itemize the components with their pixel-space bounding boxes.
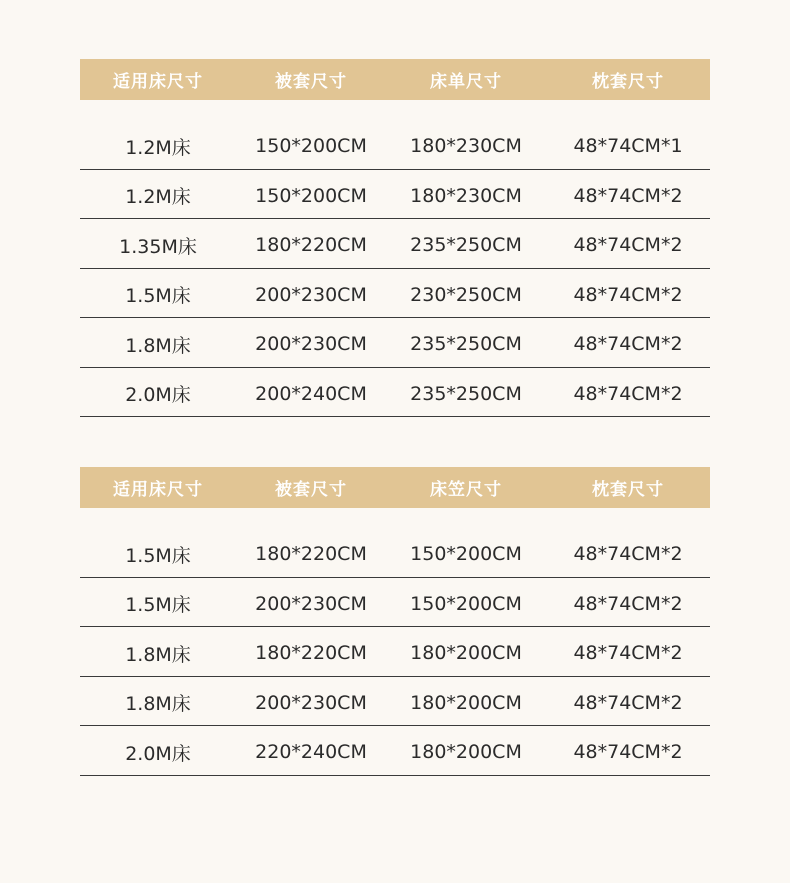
cell-pillowcase-size: 48*74CM*2 xyxy=(573,642,683,665)
cell-bed-size: 1.8M床 xyxy=(125,693,191,716)
cell-fitted-sheet-size: 150*200CM xyxy=(410,543,522,566)
cell-pillowcase-size: 48*74CM*2 xyxy=(573,333,683,356)
table-row xyxy=(80,578,710,628)
size-table-fitted-sheet xyxy=(80,467,710,776)
cell-bed-size: 2.0M床 xyxy=(125,742,191,765)
cell-fitted-sheet-size: 180*200CM xyxy=(410,691,522,714)
cell-bed-size: 2.0M床 xyxy=(125,384,191,407)
cell-duvet-cover-size: 200*230CM xyxy=(255,691,367,714)
table-header xyxy=(80,467,710,508)
cell-duvet-cover-size: 200*240CM xyxy=(255,382,367,405)
cell-pillowcase-size: 48*74CM*2 xyxy=(573,592,683,615)
cell-pillowcase-size: 48*74CM*2 xyxy=(573,382,683,405)
cell-pillowcase-size: 48*74CM*2 xyxy=(573,234,683,257)
table-row xyxy=(80,219,710,269)
size-table-bedsheet xyxy=(80,59,710,417)
table-row xyxy=(80,627,710,677)
cell-duvet-cover-size: 150*200CM xyxy=(255,184,367,207)
cell-bed-sheet-size: 180*230CM xyxy=(410,135,522,158)
table-row xyxy=(80,318,710,368)
cell-pillowcase-size: 48*74CM*2 xyxy=(573,283,683,306)
cell-bed-size: 1.2M床 xyxy=(125,186,191,209)
cell-duvet-cover-size: 200*230CM xyxy=(255,333,367,356)
header-bed-sheet-size: 床单尺寸 xyxy=(430,72,502,92)
cell-pillowcase-size: 48*74CM*1 xyxy=(573,135,683,158)
header-duvet-cover-size: 被套尺寸 xyxy=(275,480,347,500)
header-bed-size: 适用床尺寸 xyxy=(113,480,203,500)
table-row xyxy=(80,170,710,220)
header-pillowcase-size: 枕套尺寸 xyxy=(592,72,664,92)
cell-fitted-sheet-size: 180*200CM xyxy=(410,741,522,764)
cell-bed-size: 1.2M床 xyxy=(125,136,191,159)
cell-bed-size: 1.8M床 xyxy=(125,334,191,357)
table-row xyxy=(80,269,710,319)
header-duvet-cover-size: 被套尺寸 xyxy=(275,72,347,92)
cell-duvet-cover-size: 200*230CM xyxy=(255,283,367,306)
header-fitted-sheet-size: 床笠尺寸 xyxy=(430,480,502,500)
cell-bed-size: 1.5M床 xyxy=(125,544,191,567)
cell-duvet-cover-size: 150*200CM xyxy=(255,135,367,158)
cell-bed-size: 1.5M床 xyxy=(125,594,191,617)
cell-fitted-sheet-size: 180*200CM xyxy=(410,642,522,665)
cell-bed-size: 1.35M床 xyxy=(119,235,197,258)
table-row xyxy=(80,528,710,578)
cell-pillowcase-size: 48*74CM*2 xyxy=(573,543,683,566)
cell-duvet-cover-size: 180*220CM xyxy=(255,543,367,566)
header-pillowcase-size: 枕套尺寸 xyxy=(592,480,664,500)
table-row xyxy=(80,726,710,776)
cell-bed-sheet-size: 235*250CM xyxy=(410,234,522,257)
table-row xyxy=(80,120,710,170)
cell-duvet-cover-size: 180*220CM xyxy=(255,642,367,665)
table-body xyxy=(80,120,710,417)
cell-bed-size: 1.5M床 xyxy=(125,285,191,308)
cell-pillowcase-size: 48*74CM*2 xyxy=(573,691,683,714)
table-row xyxy=(80,677,710,727)
cell-bed-sheet-size: 230*250CM xyxy=(410,283,522,306)
cell-duvet-cover-size: 200*230CM xyxy=(255,592,367,615)
cell-pillowcase-size: 48*74CM*2 xyxy=(573,184,683,207)
cell-pillowcase-size: 48*74CM*2 xyxy=(573,741,683,764)
cell-bed-sheet-size: 235*250CM xyxy=(410,382,522,405)
cell-duvet-cover-size: 180*220CM xyxy=(255,234,367,257)
header-bed-size: 适用床尺寸 xyxy=(113,72,203,92)
table-row xyxy=(80,368,710,418)
table-body xyxy=(80,528,710,776)
cell-fitted-sheet-size: 150*200CM xyxy=(410,592,522,615)
cell-bed-size: 1.8M床 xyxy=(125,643,191,666)
table-header xyxy=(80,59,710,100)
cell-bed-sheet-size: 180*230CM xyxy=(410,184,522,207)
cell-bed-sheet-size: 235*250CM xyxy=(410,333,522,356)
cell-duvet-cover-size: 220*240CM xyxy=(255,741,367,764)
